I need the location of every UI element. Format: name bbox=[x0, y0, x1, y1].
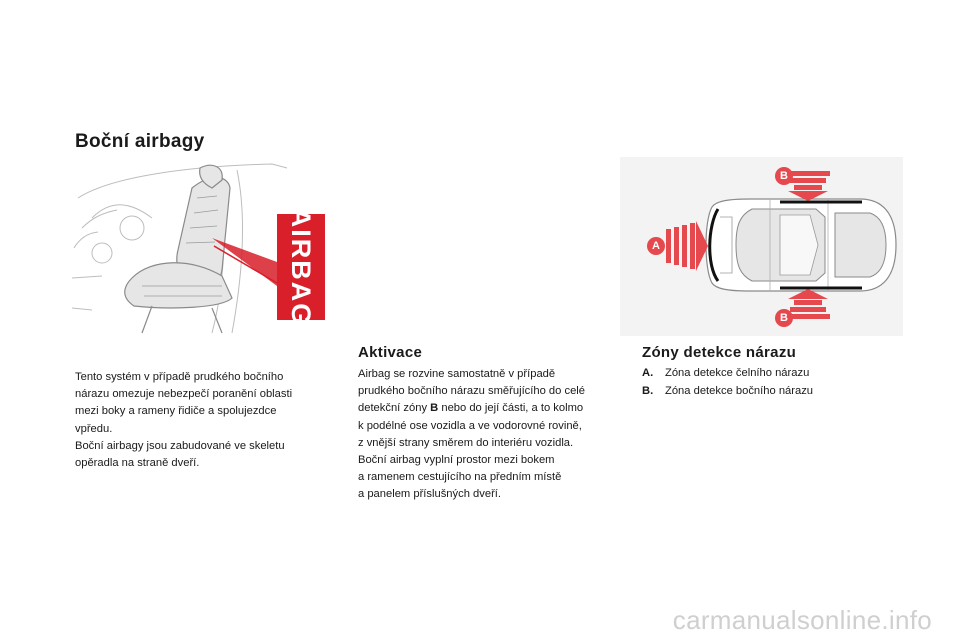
text-line: z vnější strany směrem do interiéru vozidla. bbox=[358, 436, 574, 449]
text-line: a panelem příslušných dveří. bbox=[358, 488, 502, 501]
list-item bbox=[642, 365, 813, 383]
list-item bbox=[642, 383, 813, 401]
text-segment: detekční zóny bbox=[358, 402, 431, 415]
text-line: mezi boky a rameny řidiče a spolujezdce bbox=[75, 405, 277, 418]
page-title: Boční airbagy bbox=[75, 131, 205, 152]
side-airbag-seat-illustration bbox=[72, 158, 332, 336]
impact-detection-zones-diagram bbox=[620, 157, 903, 336]
list-text: Zóna detekce bočního nárazu bbox=[665, 384, 814, 397]
zone-a-marker-label: A bbox=[652, 240, 660, 252]
bold-letter: B bbox=[430, 402, 439, 415]
zone-b-top-marker-label: B bbox=[780, 170, 788, 182]
text-line: a ramenem cestujícího na předním místě bbox=[358, 471, 562, 484]
text-line: Tento systém v případě prudkého bočního bbox=[75, 371, 284, 383]
car-top-view bbox=[706, 199, 896, 291]
zones-list bbox=[642, 365, 813, 400]
text-line: opěradla na straně dveří. bbox=[75, 457, 200, 470]
section-heading-activation: Aktivace bbox=[358, 344, 423, 361]
text-segment: nebo do její části, a to kolmo bbox=[438, 402, 584, 415]
left-paragraph bbox=[75, 369, 292, 472]
watermark: carmanualsonline.info bbox=[672, 605, 932, 635]
text-line: nárazu omezuje nebezpečí poranění oblasti bbox=[75, 388, 293, 401]
middle-paragraph bbox=[358, 366, 585, 504]
section-heading-zones: Zóny detekce nárazu bbox=[642, 344, 797, 361]
text-line bbox=[358, 400, 585, 417]
text-line: Boční airbagy jsou zabudované ve skeletu bbox=[75, 439, 285, 452]
list-letter: B. bbox=[642, 384, 654, 397]
text-line: prudkého bočního nárazu směřujícího do celé bbox=[358, 385, 586, 398]
text-line: Boční airbag vyplní prostor mezi bokem bbox=[358, 454, 555, 467]
list-letter: A. bbox=[642, 367, 654, 379]
text-line: Airbag se rozvine samostatně v případě bbox=[358, 368, 556, 380]
airbag-label: AIRBAG bbox=[286, 207, 316, 327]
zone-b-bottom-marker-label: B bbox=[780, 312, 788, 324]
text-line: k podélné ose vozidla a ve vodorovné rovině, bbox=[358, 419, 582, 432]
list-text: Zóna detekce čelního nárazu bbox=[665, 367, 810, 379]
text-line: vpředu. bbox=[75, 422, 113, 435]
